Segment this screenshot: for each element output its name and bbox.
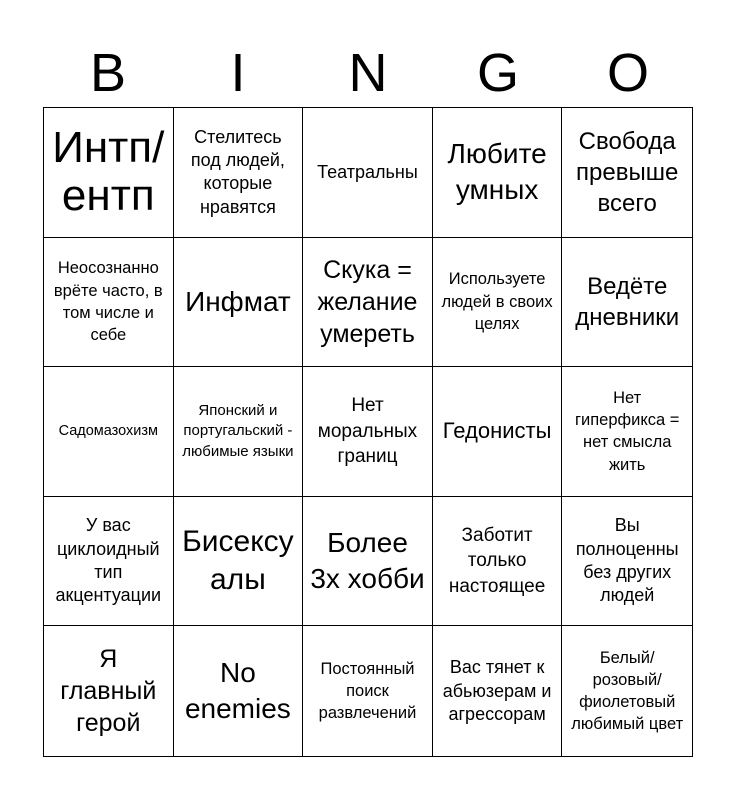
bingo-cell-text: Используете людей в своих целях — [441, 270, 553, 334]
bingo-cell[interactable] — [562, 626, 692, 756]
bingo-cell[interactable] — [303, 367, 433, 497]
bingo-cell-text: Любите умных — [447, 138, 547, 206]
bingo-cell[interactable] — [174, 108, 304, 238]
bingo-cell[interactable] — [303, 497, 433, 627]
bingo-cell-text: No enemies — [184, 657, 291, 725]
bingo-cell[interactable] — [44, 238, 174, 368]
bingo-cell[interactable] — [433, 626, 563, 756]
bingo-cell-text: Ведёте дневники — [575, 272, 680, 331]
bingo-cell-text: Бисексуалы — [182, 524, 294, 597]
bingo-cell[interactable] — [562, 497, 692, 627]
bingo-cell-text: Инфмат — [185, 285, 291, 317]
bingo-cell[interactable] — [562, 367, 692, 497]
bingo-cell-text: Более 3х хобби — [310, 527, 425, 595]
bingo-cell-text: Интп/ ентп — [52, 122, 165, 221]
bingo-cell[interactable] — [174, 497, 304, 627]
bingo-cell[interactable] — [433, 108, 563, 238]
bingo-cell-text: Скука = желание умереть — [317, 255, 418, 348]
bingo-board — [43, 107, 693, 757]
bingo-cell[interactable] — [303, 238, 433, 368]
header-letter-n: N — [348, 43, 388, 103]
bingo-cell[interactable] — [433, 367, 563, 497]
bingo-cell-text: Постоянный поиск развлечений — [318, 659, 417, 723]
bingo-cell[interactable] — [562, 108, 692, 238]
bingo-cell[interactable] — [433, 497, 563, 627]
bingo-cell-text: Театральны — [317, 161, 418, 182]
bingo-cell[interactable] — [44, 108, 174, 238]
bingo-cell[interactable] — [174, 238, 304, 368]
bingo-cell-text: Свобода превыше всего — [576, 127, 679, 217]
bingo-header — [43, 38, 693, 108]
bingo-cell[interactable] — [174, 626, 304, 756]
bingo-cell-text: Нет гиперфикса = нет смысла жить — [575, 388, 680, 474]
header-letter-g: G — [476, 43, 519, 103]
bingo-cell-text: У вас циклоидный тип акцентуации — [55, 515, 162, 606]
bingo-cell-text: Садомазохизм — [58, 423, 159, 440]
bingo-cell-text: Японский и португальский - любимые языки — [182, 402, 294, 460]
bingo-cell-text: Вы полноценны без других людей — [575, 515, 679, 606]
bingo-cell-text: Стелитесь под людей, которые нравятся — [190, 126, 285, 217]
bingo-cell[interactable] — [44, 626, 174, 756]
header-letter-i: I — [230, 43, 246, 103]
header-letter-o: O — [606, 43, 649, 103]
bingo-cell-text: Неосознанно врёте часто, в том числе и себе — [53, 259, 163, 345]
bingo-cell-text: Вас тянет к абьюзерам и агрессорам — [442, 657, 552, 724]
header-letter-b: B — [89, 43, 127, 103]
bingo-cell[interactable] — [44, 497, 174, 627]
bingo-cell-text: Нет моральных границ — [317, 395, 418, 468]
bingo-cell-text: Белый/ розовый/ фиолетовый любимый цвет — [571, 648, 684, 734]
bingo-cell[interactable] — [303, 626, 433, 756]
bingo-cell-text: Заботит только настоящее — [448, 524, 546, 597]
bingo-cell[interactable] — [433, 238, 563, 368]
bingo-cell[interactable] — [174, 367, 304, 497]
bingo-cell[interactable] — [44, 367, 174, 497]
bingo-cell[interactable] — [562, 238, 692, 368]
bingo-cell-text: Гедонисты — [442, 418, 552, 444]
bingo-cell-text: Я главный герой — [60, 645, 157, 738]
bingo-cell[interactable] — [303, 108, 433, 238]
